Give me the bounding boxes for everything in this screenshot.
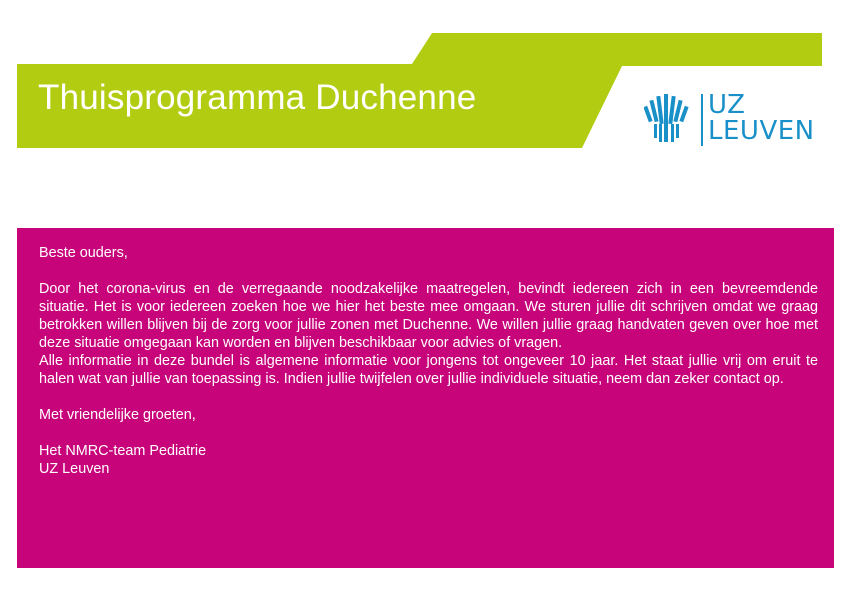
letter-salutation: Beste ouders, bbox=[39, 245, 128, 261]
uz-leuven-logo-icon bbox=[644, 92, 694, 146]
letter-closing: Met vriendelijke groeten, bbox=[39, 407, 196, 423]
letter-paragraph-2: Alle informatie in deze bundel is algemene informatie voor jongens tot ongeveer 10 jaar. Het staat jullie vrij om eruit te halen wat van jullie van toepassing is. Indien jullie twijfelen over jullie individuele situatie, neem dan zeker contact op. bbox=[39, 353, 818, 387]
signature-line-1: Het NMRC-team Pediatrie bbox=[39, 443, 207, 459]
letter-box bbox=[17, 228, 834, 568]
page-title: Thuisprogramma Duchenne bbox=[38, 78, 477, 117]
spacer bbox=[39, 388, 818, 406]
letter-paragraph-1: Door het corona-virus en de verregaande noodzakelijke maatregelen, bevindt iedereen zich in een bevreemdende situatie. Het is voor iedereen zoeken hoe we hier het beste mee omgaan. We sturen jullie dit schrijven omdat we graag betrokken willen blijven bij de zorg voor jullie zonen met Duchenne. We willen jullie graag handvaten geven over hoe met deze situatie omgegaan kan worden en blijven beschikbaar voor advies of vragen. bbox=[39, 281, 818, 351]
signature-line-2: UZ Leuven bbox=[39, 461, 110, 477]
logo-line-uz: UZ bbox=[708, 90, 746, 120]
logo-line-leuven: LEUVEN bbox=[708, 116, 815, 146]
logo-wordmark bbox=[708, 92, 815, 144]
logo-divider bbox=[701, 94, 703, 146]
uz-leuven-logo bbox=[644, 90, 824, 152]
spacer bbox=[39, 424, 818, 442]
